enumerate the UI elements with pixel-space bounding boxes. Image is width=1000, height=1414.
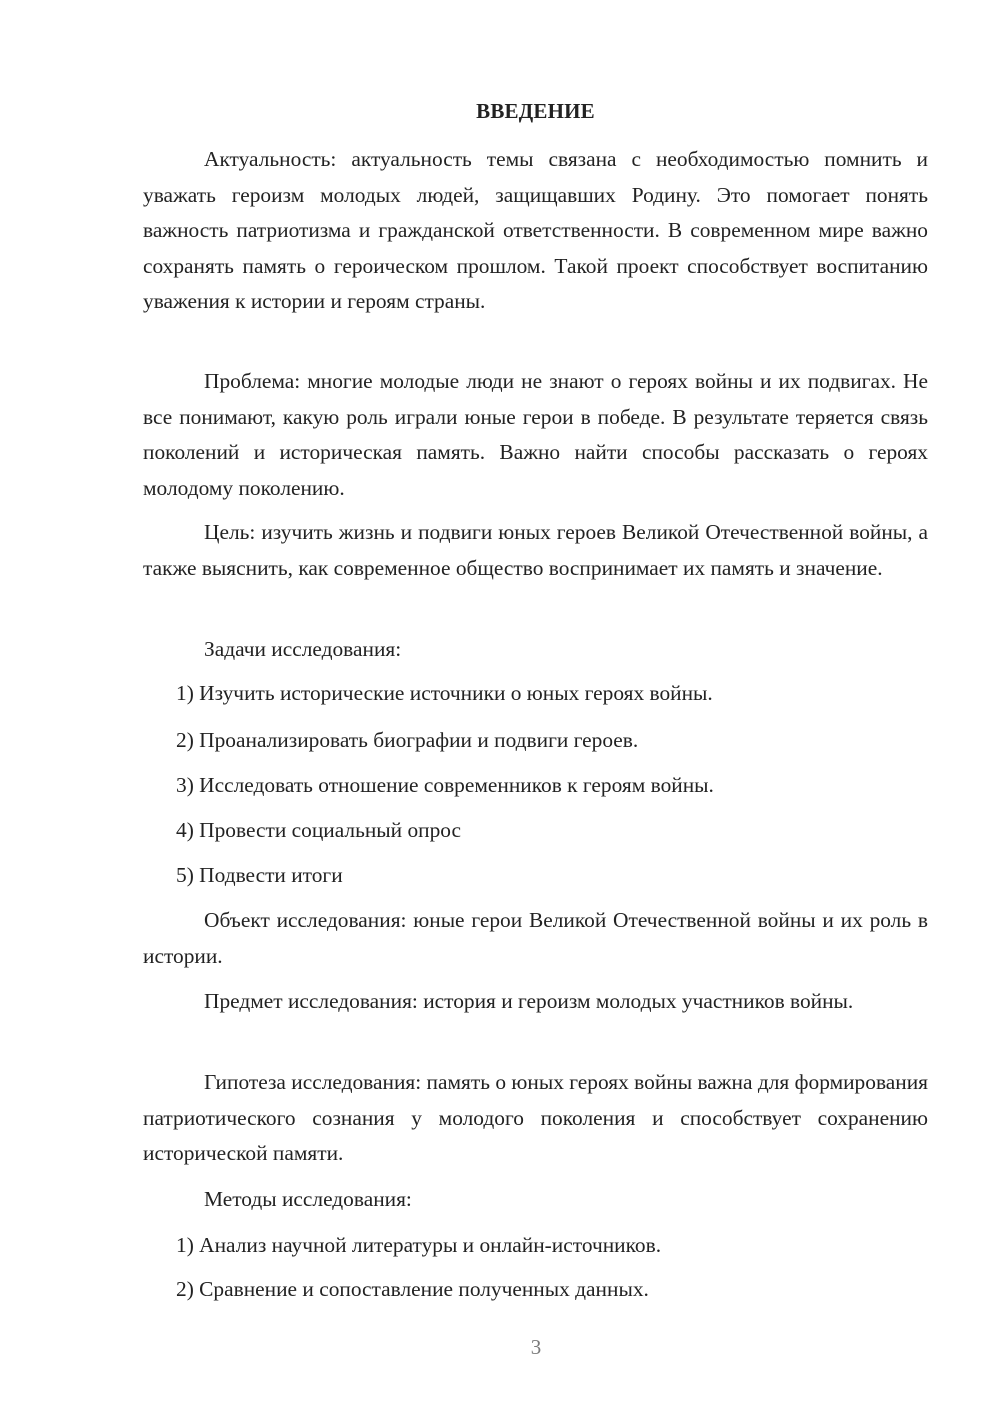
method-item-1: 1) Анализ научной литературы и онлайн-источников. [176,1233,662,1257]
task-item-4: 4) Провести социальный опрос [176,818,462,842]
section-title: ВВЕДЕНИЕ [476,99,595,123]
page-number: 3 [530,1335,542,1359]
task-item-1: 1) Изучить исторические источники о юных героях войны. [176,681,713,705]
subject-paragraph: Предмет исследования: история и героизм молодых участников войны. [204,989,854,1013]
relevance-paragraph: Актуальность: актуальность темы связана с необходимостью помнить и уважать героизм молодых людей, защищавших Родину. Это помогает понять важность патриотизма и гражданской ответственности. В современном мире важно сохранять память о героическом прошлом. Такой проект способствует воспитанию уважения к истории и героям страны. [143,147,928,313]
method-item-2: 2) Сравнение и сопоставление полученных данных. [176,1277,649,1301]
hypothesis-paragraph: Гипотеза исследования: память о юных героях войны важна для формирования патриотического сознания у молодого поколения и способствует сохранению исторической памяти. [143,1070,928,1165]
methods-heading: Методы исследования: [204,1187,412,1211]
task-item-2: 2) Проанализировать биографии и подвиги героев. [176,728,639,752]
task-item-3: 3) Исследовать отношение современников к героям войны. [176,773,714,797]
problem-paragraph: Проблема: многие молодые люди не знают о героях войны и их подвигах. Не все понимают, какую роль играли юные герои в победе. В результате теряется связь поколений и историческая память. Важно найти способы рассказать о героях молодому поколению. [143,369,928,500]
goal-paragraph: Цель: изучить жизнь и подвиги юных героев Великой Отечественной войны, а также выяснить, как современное общество воспринимает их память и значение. [143,520,928,580]
task-item-5: 5) Подвести итоги [176,863,343,887]
tasks-heading: Задачи исследования: [204,637,402,661]
object-paragraph: Объект исследования: юные герои Великой Отечественной войны и их роль в истории. [143,908,928,968]
